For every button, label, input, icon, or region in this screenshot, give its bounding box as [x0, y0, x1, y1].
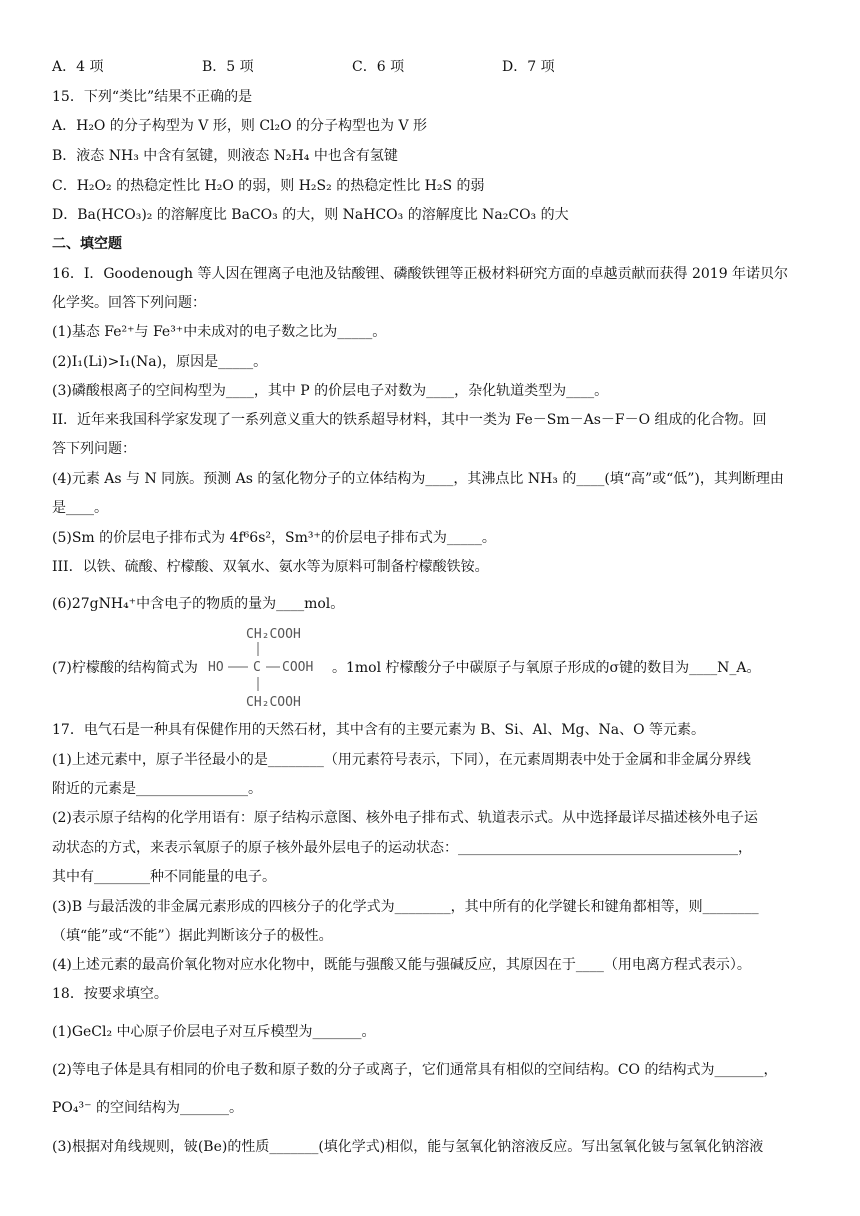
q18-stem: 18．按要求填空。	[52, 986, 168, 1002]
q16-part4-line2: 是____。	[52, 500, 108, 516]
q18-part2-line1: (2)等电子体是具有相同的价电子数和原子数的分子或离子，它们通常具有相似的空间结构。CO 的结构式为_______，	[52, 1062, 778, 1078]
struct-bottom-group: CH₂COOH	[246, 695, 301, 710]
q18-part3: (3)根据对角线规则，铍(Be)的性质_______(填化学式)相似，能与氢氧化钠溶液反应。写出氢氧化铍与氢氧化钠溶液	[52, 1139, 764, 1155]
q16-intro-line2: 化学奖。回答下列问题：	[52, 295, 206, 311]
q17-part4: (4)上述元素的最高价氧化物对应水化物中，既能与强酸又能与强碱反应，其原因在于____（用电离方程式表示）。	[52, 957, 751, 973]
q16-iii: III．以铁、硫酸、柠檬酸、双氧水、氨水等为原料可制备柠檬酸铁铵。	[52, 559, 489, 575]
q15-option-d: D．Ba(HCO₃)₂ 的溶解度比 BaCO₃ 的大，则 NaHCO₃ 的溶解度比 Na₂CO₃ 的大	[52, 207, 569, 223]
q15-option-b: B．液态 NH₃ 中含有氢键，则液态 N₂H₄ 中也含有氢键	[52, 148, 398, 164]
q17-part2-line2: 动状态的方式，来表示氧原子的原子核外最外层电子的运动状态：________________________________________，	[52, 840, 752, 856]
q16-ii-line2: 答下列问题：	[52, 441, 136, 457]
q17-part1-line2: 附近的元素是________________。	[52, 781, 262, 797]
q17-part2-line1: (2)表示原子结构的化学用语有：原子结构示意图、核外电子排布式、轨道表示式。从中选择最详尽描述核外电子运	[52, 810, 758, 826]
q17-part3-line2: （填“能”或“不能”）据此判断该分子的极性。	[52, 928, 333, 944]
option-d: D．7 项	[502, 59, 555, 75]
section-heading: 二、填空题	[52, 236, 122, 252]
option-c: C．6 项	[352, 59, 405, 75]
q17-part3-line1: (3)B 与最活泼的非金属元素形成的四核分子的化学式为________，其中所有的化学键长和键角都相等，则________	[52, 899, 759, 915]
q16-part5: (5)Sm 的价层电子排布式为 4f⁶6s²，Sm³⁺的价层电子排布式为_____。	[52, 530, 496, 546]
q16-part1: (1)基态 Fe²⁺与 Fe³⁺中未成对的电子数之比为_____。	[52, 324, 387, 340]
q18-part2-line2: PO₄³⁻ 的空间结构为_______。	[52, 1100, 243, 1116]
q16-part7-prefix: (7)柠檬酸的结构简式为	[52, 660, 198, 676]
q15-option-a: A．H₂O 的分子构型为 V 形，则 Cl₂O 的分子构型也为 V 形	[52, 118, 428, 134]
q18-part1: (1)GeCl₂ 中心原子价层电子对互斥模型为_______。	[52, 1024, 376, 1040]
q16-part7-suffix: 。1mol 柠檬酸分子中碳原子与氧原子形成的σ键的数目为____N_A。	[332, 660, 761, 676]
q16-part2: (2)I₁(Li)>I₁(Na)，原因是_____。	[52, 354, 268, 370]
struct-ho-group: HO	[208, 660, 224, 675]
option-a: A．4 项	[52, 59, 104, 75]
struct-top-group: CH₂COOH	[246, 627, 301, 642]
q16-ii-line1: II．近年来我国科学家发现了一系列意义重大的铁系超导材料，其中一类为 Fe－Sm－As－F－O 组成的化合物。回	[52, 412, 767, 428]
q16-part4-line1: (4)元素 As 与 N 同族。预测 As 的氢化物分子的立体结构为____，其沸点比 NH₃ 的____(填“高”或“低”)，其判断理由	[52, 471, 784, 487]
q16-part6: (6)27gNH₄⁺中含电子的物质的量为____mol。	[52, 596, 345, 612]
q15-stem: 15．下列“类比”结果不正确的是	[52, 89, 253, 105]
struct-cooh-group: COOH	[282, 660, 314, 675]
citric-acid-structure	[208, 624, 328, 710]
q17-part1-line1: (1)上述元素中，原子半径最小的是________（用元素符号表示，下同），在元素周期表中处于金属和非金属分界线	[52, 752, 751, 768]
q16-part3: (3)磷酸根离子的空间构型为____，其中 P 的价层电子对数为____，杂化轨道类型为____。	[52, 383, 609, 399]
q17-stem: 17．电气石是一种具有保健作用的天然石材，其中含有的主要元素为 B、Si、Al、Mg、Na、O 等元素。	[52, 722, 706, 738]
q14-options	[52, 57, 812, 77]
option-b: B．5 项	[202, 59, 254, 75]
q17-part2-line3: 其中有________种不同能量的电子。	[52, 869, 276, 885]
struct-central-carbon: C	[253, 660, 261, 675]
q16-intro-line1: 16．I．Goodenough 等人因在锂离子电池及钴酸锂、磷酸铁锂等正极材料研究方面的卓越贡献而获得 2019 年诺贝尔	[52, 266, 789, 282]
q15-option-c: C．H₂O₂ 的热稳定性比 H₂O 的弱，则 H₂S₂ 的热稳定性比 H₂S 的弱	[52, 178, 485, 194]
